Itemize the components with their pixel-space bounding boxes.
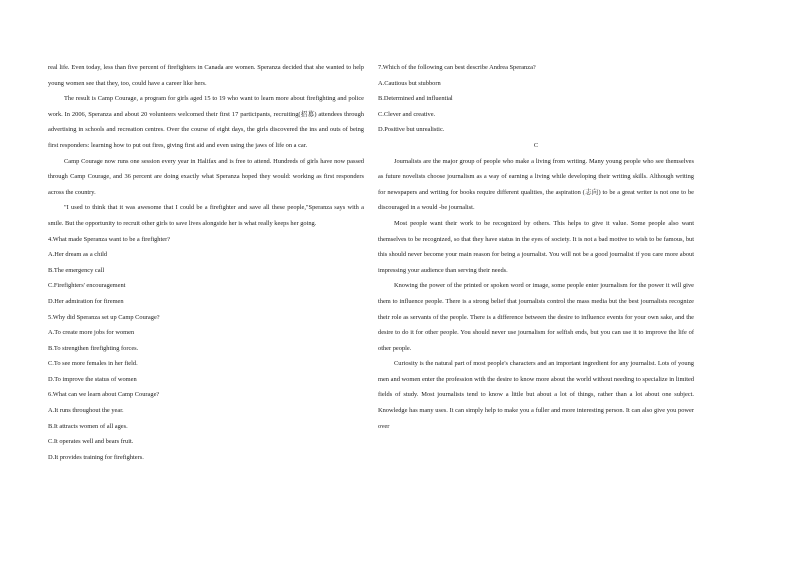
paragraph: C.To see more females in her field.: [48, 360, 138, 368]
paragraph: Curiosity is the natural part of most people's characters and an important ingredient for any journalist. Lots of young men and women enter the profession with the desire to know more about the world without needing to specialize in limited fields of study. Most journalists tend to know a little but about a lot of things, rather than a lot about one subject. Knowledge has many uses. It can simply help to make you a fuller and more interesting person. It can also give you power over: [378, 360, 694, 430]
paragraph: B.The emergency call: [48, 266, 105, 274]
paragraph: B.To strengthen firefighting forces.: [48, 344, 139, 352]
paragraph: Camp Courage now runs one session every year in Halifax and is free to attend. Hundreds of girls have now passed through Camp Courage, and 36 percent are doing exactly what Speranza hoped they would: working as first responders across the country.: [48, 157, 364, 196]
paragraph: C: [533, 141, 539, 149]
paragraph: real life. Even today, less than five percent of firefighters in Canada are women. Speranza decided that she wanted to help young women see that they, too, could have a career like hers.: [48, 64, 364, 87]
paragraph: A.To create more jobs for women: [48, 329, 135, 337]
paragraph: C.Firefighters' encouragement: [48, 282, 126, 290]
paragraph: 6.What can we learn about Camp Courage?: [48, 391, 160, 399]
paragraph: A.It runs throughout the year.: [48, 407, 124, 415]
paragraph: The result is Camp Courage, a program for girls aged 15 to 19 who want to learn more about firefighting and police work. In 2006, Speranza and about 20 volunteers welcomed their first 17 participants, recruiting(招募) attendees through advertising in schools and recreation centres. Over the course of eight days, the girls discovered the ins and outs of being first responders: learning how to put out fires, giving first aid and even using the jaws of life on a car.: [48, 95, 364, 149]
paragraph: B.It attracts women of all ages.: [48, 422, 128, 430]
right-column: [378, 60, 694, 434]
paragraph: Journalists are the major group of people who make a living from writing. Many young people who see themselves as future novelists choose journalism as a way of earning a living while developing their writing skills. Although writing for newspapers and writing for books require different qualities, the aspiration (志向) to be a great writer is not one to be discouraged in a would -be journalist.: [378, 157, 694, 212]
paragraph: C.Clever and creative.: [378, 110, 436, 118]
paragraph: C.It operates well and bears fruit.: [48, 438, 134, 446]
paragraph: 4.What made Speranza want to be a firefighter?: [48, 235, 171, 243]
paragraph: "I used to think that it was awesome that I could be a firefighter and save all these people,"Speranza says with a smile. But the opportunity to recruit other girls to save lives alongside her is what really keeps her going.: [48, 204, 364, 227]
paragraph: D.Positive but unrealistic.: [378, 126, 445, 134]
paragraph: 7.Which of the following can best describe Andrea Speranza?: [378, 64, 536, 71]
left-column: [48, 60, 364, 465]
paragraph: D.Her admiration for firemen: [48, 297, 124, 305]
paragraph: B.Determined and influential: [378, 95, 453, 103]
paragraph: 5.Why did Speranza set up Camp Courage?: [48, 313, 160, 321]
paragraph: D.To improve the status of women: [48, 375, 137, 383]
paragraph: A.Her dream as a child: [48, 251, 108, 259]
paragraph: Knowing the power of the printed or spoken word or image, some people enter journalism for the power it will give them to influence people. There is a strong belief that journalists control the mass media but the best journalists recognize their role as servants of the people. There is a difference between the desire to influence events for your own sake, and the desire to do it for other people. You should never use journalism for selfish ends, but you can use it to improve the life of other people.: [378, 282, 694, 352]
paragraph: D.It provides training for firefighters.: [48, 453, 144, 461]
paragraph: A.Cautious but stubborn: [378, 79, 441, 87]
paragraph: Most people want their work to be recognized by others. This helps to give it value. Some people also want themselves to be recognized, so that they have status in the eyes of society. It is not a bad motive to wish to be famous, but this should never become your main reason for being a journalist. You will not be a good journalist if you care more about impressing your audience than serving their needs.: [378, 219, 694, 274]
